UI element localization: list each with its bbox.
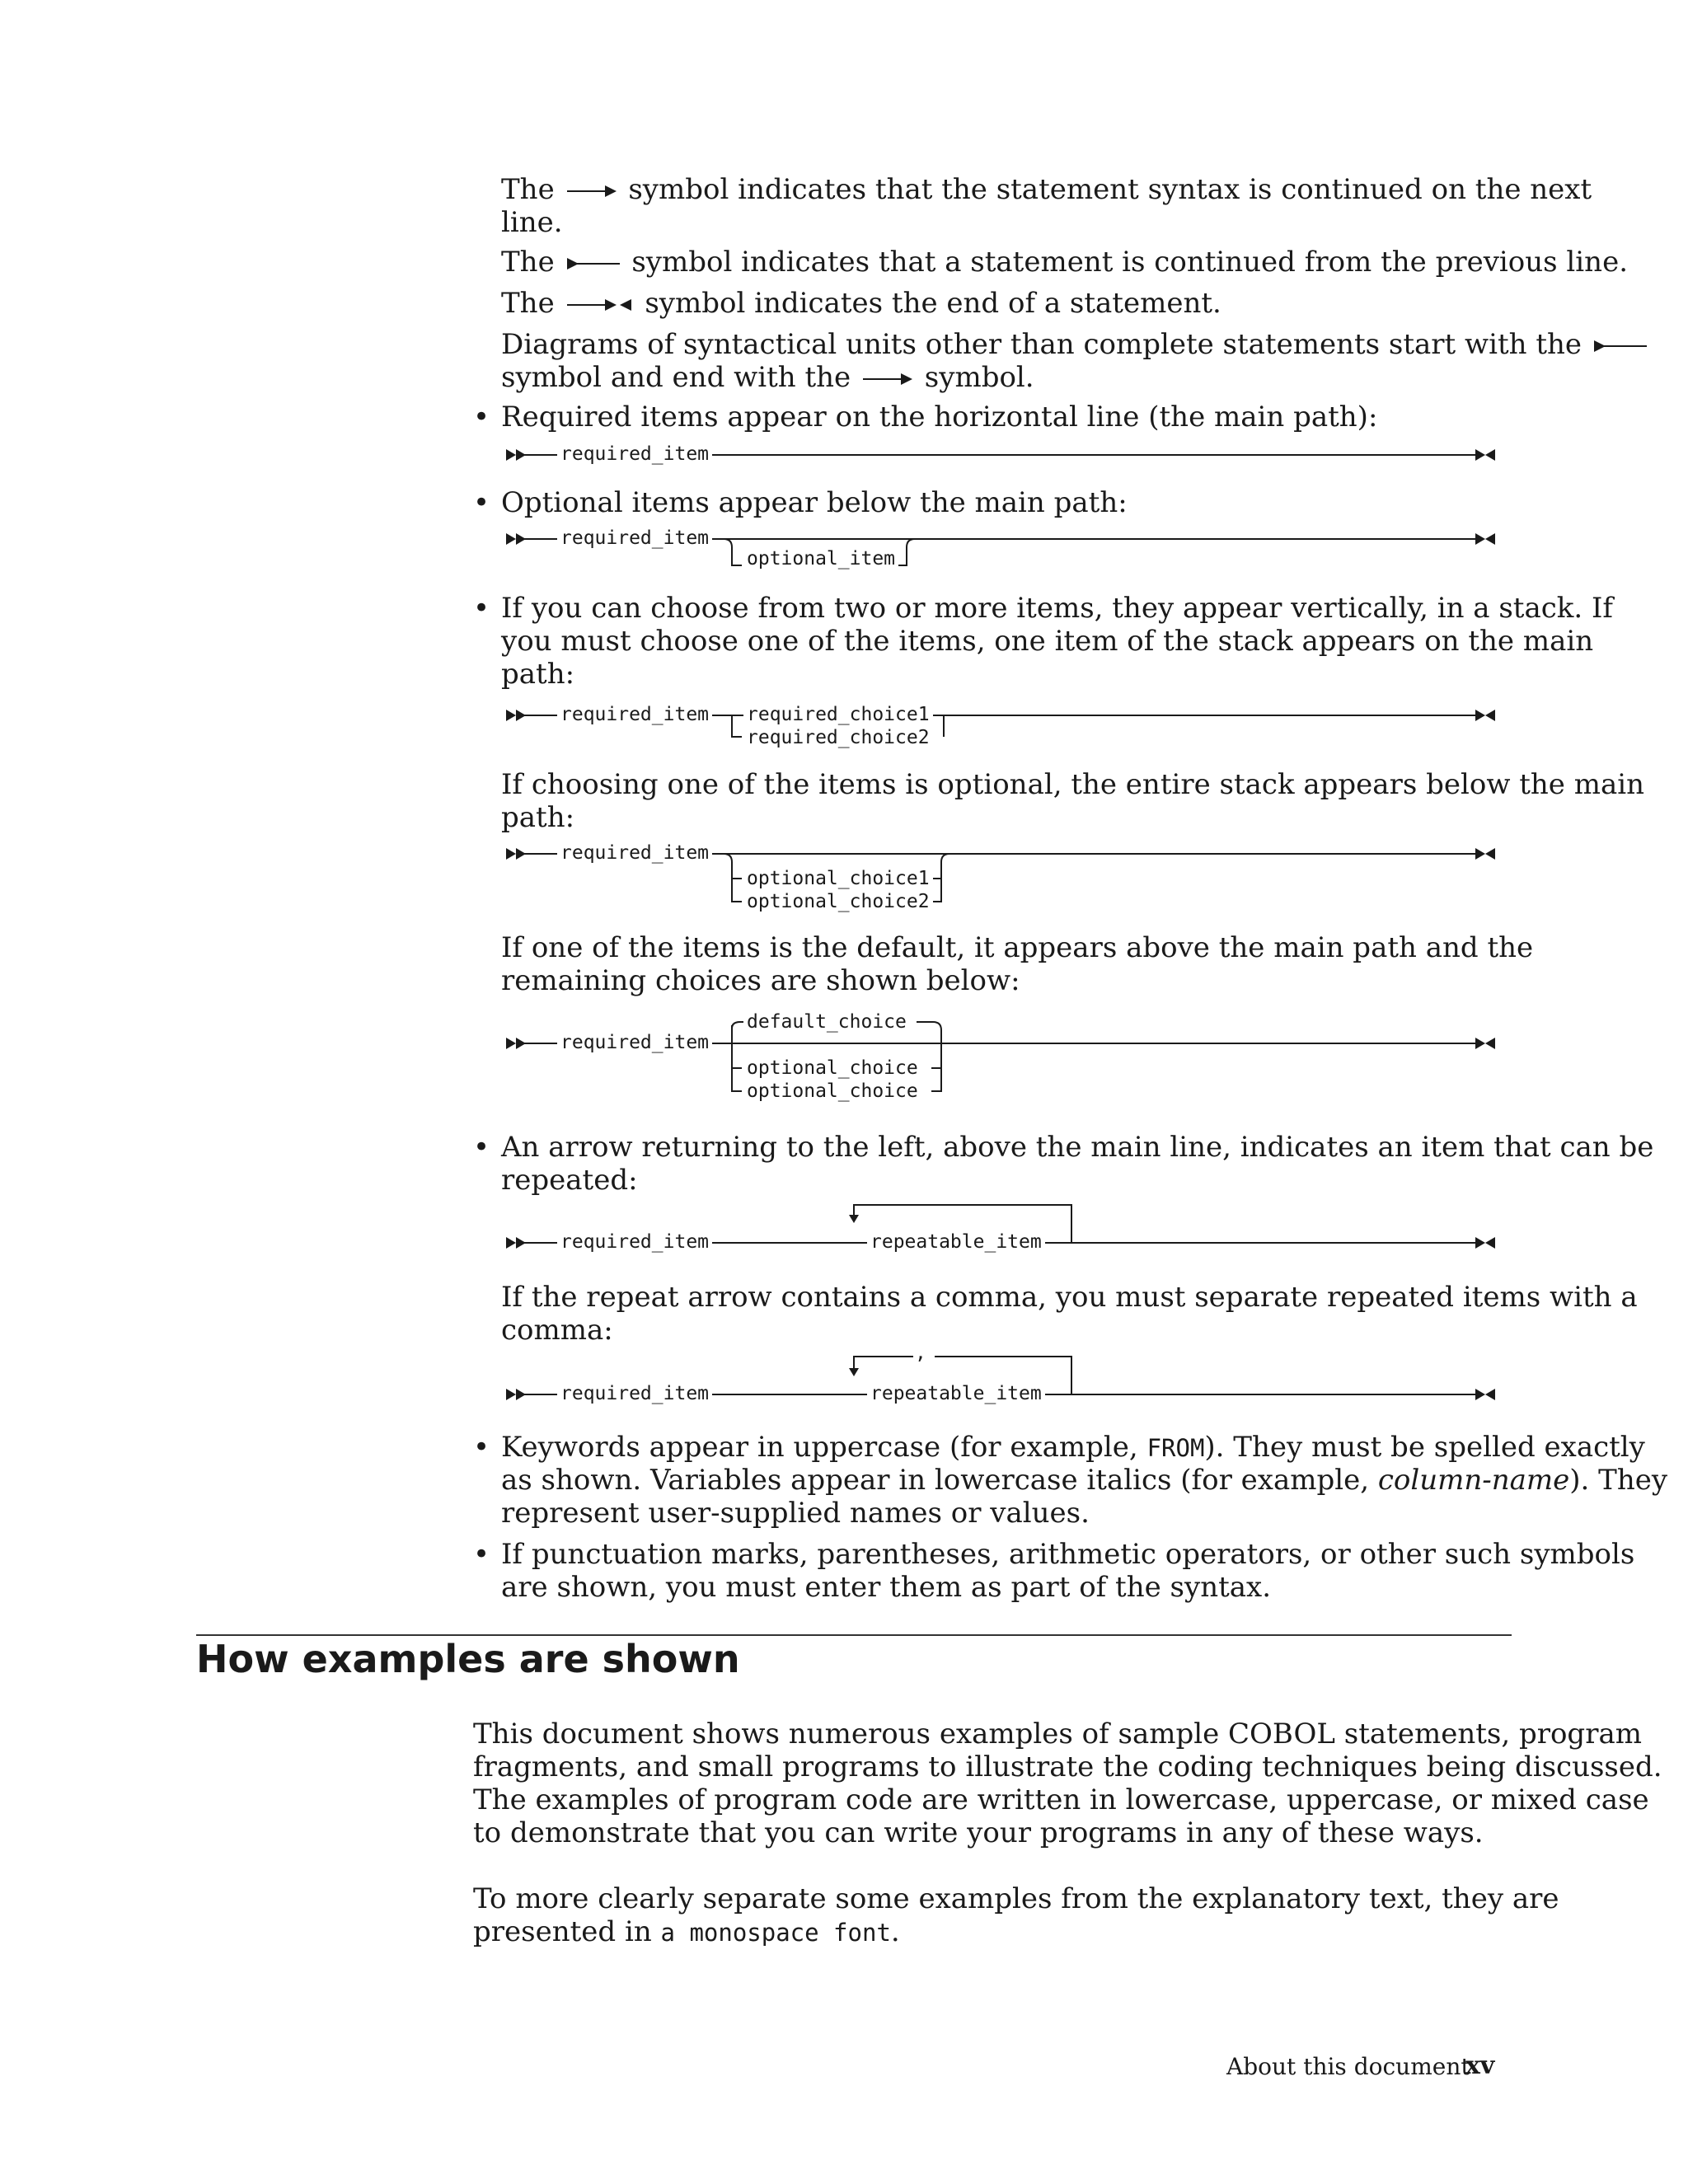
bullet: •: [473, 592, 490, 625]
bullet-text: If you can choose from two or more items, they appear vertically, in a stack. If: [501, 592, 1614, 625]
paragraph-text: If one of the items is the default, it appears above the main path and the: [501, 931, 1534, 964]
diagram-label: required_item: [557, 841, 712, 865]
bullet: •: [473, 1538, 490, 1571]
bullet-text: If punctuation marks, parentheses, arithmetic operators, or other such symbols: [501, 1538, 1635, 1571]
diagram-label: required_item: [557, 703, 712, 726]
paragraph-text: presented in: [473, 1915, 652, 1948]
diagram-label: optional_choice: [743, 1057, 921, 1080]
diagram-label: required_item: [557, 443, 712, 466]
bullet-text: repeated:: [501, 1164, 638, 1197]
diagram-label: required_item: [557, 1382, 712, 1405]
intro-text: symbol indicates that a statement is continued from the previous line.: [631, 246, 1629, 279]
monospace-example: a monospace font: [660, 1919, 891, 1947]
diagram-label: required_item: [557, 1031, 712, 1054]
paragraph-text: to demonstrate that you can write your programs in any of these ways.: [473, 1816, 1484, 1849]
keyword-example: FROM: [1146, 1434, 1205, 1462]
diagram-label: default_choice: [743, 1010, 910, 1033]
bullet: •: [473, 1431, 490, 1464]
paragraph-text: path:: [501, 801, 575, 834]
keyword-text: as shown. Variables appear in lowercase italics (for example,: [501, 1464, 1370, 1497]
paragraph-text: fragments, and small programs to illustrate the coding techniques being discussed.: [473, 1750, 1662, 1783]
intro-text: symbol indicates that the statement syntax is continued on the next: [628, 173, 1592, 206]
paragraph-text: .: [890, 1915, 900, 1948]
diagram-comma: ,: [915, 1343, 926, 1364]
intro-text: symbol and end with the: [501, 361, 851, 394]
variable-example: column-name: [1377, 1464, 1570, 1497]
bullet-text: are shown, you must enter them as part of the syntax.: [501, 1571, 1272, 1604]
diagram-label: optional_choice1: [743, 867, 933, 890]
diagram-label: optional_item: [743, 547, 898, 570]
diagram-label: required_choice1: [743, 703, 933, 726]
bullet: •: [473, 1131, 490, 1164]
intro-text: The: [501, 287, 555, 320]
bullet-text: represent user-supplied names or values.: [501, 1497, 1090, 1530]
keyword-text: Keywords appear in uppercase (for example,: [501, 1431, 1138, 1464]
paragraph-text: If the repeat arrow contains a comma, you must separate repeated items with a: [501, 1281, 1638, 1314]
bullet: •: [473, 401, 490, 434]
bullet-text: Optional items appear below the main path:: [501, 486, 1128, 519]
paragraph-text: comma:: [501, 1314, 613, 1347]
page-number: xv: [1465, 2051, 1495, 2080]
section-heading: How examples are shown: [196, 1637, 740, 1681]
keyword-text: ). They: [1569, 1464, 1668, 1497]
keyword-text: ). They must be spelled exactly: [1204, 1431, 1645, 1464]
intro-text: symbol.: [924, 361, 1034, 394]
diagram-label: repeatable_item: [867, 1382, 1045, 1405]
paragraph-text: [473, 1915, 900, 1949]
paragraph-text: To more clearly separate some examples from the explanatory text, they are: [473, 1882, 1559, 1915]
intro-text: The: [501, 173, 555, 206]
diagram-label: required_choice2: [743, 726, 933, 749]
intro-text: symbol indicates the end of a statement.: [645, 287, 1221, 320]
diagram-label: required_item: [557, 1230, 712, 1254]
intro-text: Diagrams of syntactical units other than complete statements start with the: [501, 328, 1582, 361]
paragraph-text: The examples of program code are written in lowercase, uppercase, or mixed case: [473, 1783, 1649, 1816]
bullet-text: [501, 1464, 1667, 1497]
bullet-text: you must choose one of the items, one item of the stack appears on the main: [501, 625, 1594, 658]
intro-text: line.: [501, 206, 563, 239]
paragraph-text: remaining choices are shown below:: [501, 964, 1020, 997]
bullet-text: An arrow returning to the left, above the main line, indicates an item that can be: [501, 1131, 1654, 1164]
diagram-label: repeatable_item: [867, 1230, 1045, 1254]
bullet-text: [501, 1431, 1645, 1465]
bullet-text: path:: [501, 658, 575, 691]
paragraph-text: If choosing one of the items is optional, the entire stack appears below the main: [501, 768, 1644, 801]
diagram-label: optional_choice: [743, 1080, 921, 1103]
diagram-label: optional_choice2: [743, 890, 933, 913]
paragraph-text: This document shows numerous examples of sample COBOL statements, program: [473, 1718, 1642, 1750]
bullet-text: Required items appear on the horizontal line (the main path):: [501, 401, 1378, 434]
footer-label: About this document: [1226, 2053, 1470, 2080]
diagram-label: required_item: [557, 527, 712, 550]
bullet: •: [473, 486, 490, 519]
intro-text: The: [501, 246, 555, 279]
